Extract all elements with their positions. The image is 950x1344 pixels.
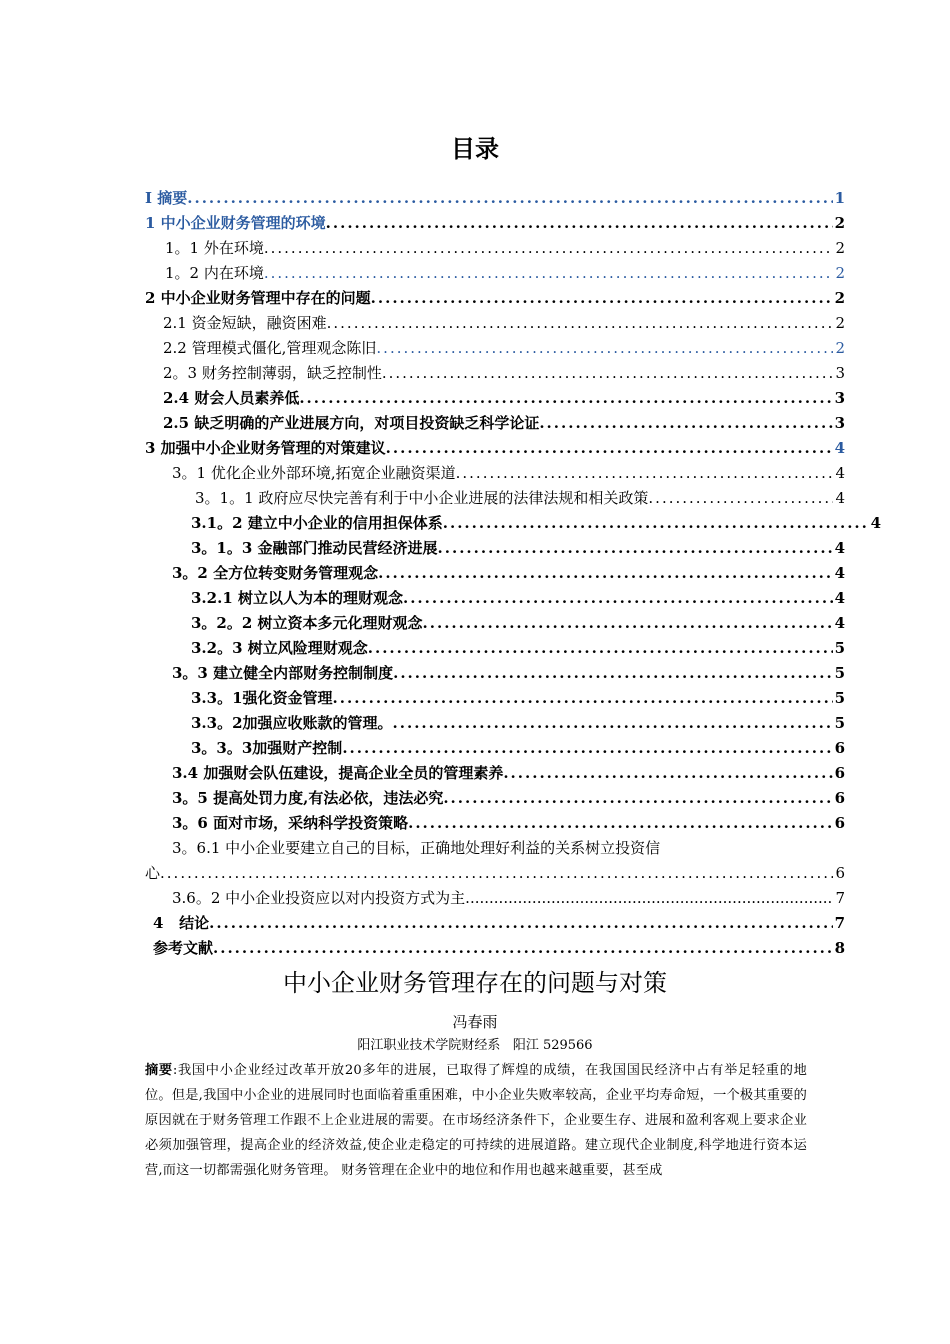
toc-leader-dots xyxy=(648,486,833,511)
toc-entry-continuation xyxy=(145,861,845,886)
toc-entry-label: 3.2。3 树立风险理财观念 xyxy=(191,639,368,657)
toc-entry[interactable] xyxy=(145,736,845,761)
toc-entry[interactable] xyxy=(145,486,845,511)
toc-entry-page: 5 xyxy=(834,689,845,707)
toc-entry-label: 3。1 优化企业外部环境,拓宽企业融资渠道 xyxy=(172,464,456,482)
toc-leader-dots xyxy=(465,886,833,911)
toc-entry-label: 3。6.1 中小企业要建立自己的目标，正确地处理好利益的关系树立投资信 xyxy=(172,839,661,857)
toc-entry[interactable] xyxy=(145,311,845,336)
document-title: 中小企业财务管理存在的问题与对策 xyxy=(283,969,667,997)
toc-leader-dots xyxy=(393,711,833,736)
toc-entry[interactable] xyxy=(145,636,845,661)
toc-leader-dots xyxy=(539,411,832,436)
toc-entry[interactable] xyxy=(145,511,881,536)
toc-leader-dots xyxy=(342,736,832,761)
toc-leader-dots xyxy=(327,311,834,336)
toc-entry-label: I 摘要 xyxy=(145,189,188,207)
toc-entry-page: 2 xyxy=(835,314,845,332)
toc-leader-dots xyxy=(503,761,832,786)
toc-entry-label: 2。3 财务控制薄弱，缺乏控制性 xyxy=(163,364,382,382)
toc-leader-dots xyxy=(333,686,833,711)
abstract-paragraph xyxy=(145,1058,807,1183)
toc-entry-page: 6 xyxy=(834,789,845,807)
toc-entry-page: 2 xyxy=(835,239,845,257)
toc-entry[interactable] xyxy=(145,911,845,936)
toc-leader-dots xyxy=(456,461,834,486)
toc-entry[interactable] xyxy=(145,336,845,361)
abstract-text: :我国中小企业经过改革开放20多年的进展，已取得了辉煌的成绩，在我国国民经济中占有举足轻重的地位。但是,我国中小企业的进展同时也面临着重重困难，中小企业失败率较高，企业平均寿命短，一个极其重要的原因就在于财务管理工作跟不上企业进展的需要。在市场经济条件下，企业要生存、进展和盈利客观上要求企业必须加强管理，提高企业的经济效益,使企业走稳定的可持续的进展道路。建立现代企业制度,科学地进行资本运营,而这一切都需强化财务管理。 财务管理在企业中的地位和作用也越来越重要，甚至成 xyxy=(145,1063,807,1178)
toc-entry-page: 4 xyxy=(834,614,845,632)
toc-entry[interactable] xyxy=(145,586,845,611)
toc-entry-page: 2 xyxy=(834,289,845,307)
toc-entry[interactable] xyxy=(145,711,845,736)
toc-leader-dots xyxy=(326,211,833,236)
toc-entry[interactable] xyxy=(145,261,845,286)
toc-leader-dots xyxy=(160,861,833,886)
toc-entry-page: 2 xyxy=(834,214,845,232)
toc-entry[interactable] xyxy=(145,936,845,961)
toc-entry-page: 7 xyxy=(835,889,845,907)
toc-entry-page: 4 xyxy=(834,589,845,607)
toc-leader-dots xyxy=(264,261,834,286)
toc-entry[interactable] xyxy=(145,436,845,461)
toc-entry-label: 2.1 资金短缺，融资困难 xyxy=(163,314,327,332)
toc-entry[interactable] xyxy=(145,686,845,711)
toc-entry-label: 3 加强中小企业财务管理的对策建议 xyxy=(145,439,386,457)
toc-entry[interactable] xyxy=(145,811,845,836)
author-name: 冯春雨 xyxy=(452,1013,498,1031)
toc-entry-label: 3.3。2加强应收账款的管理。 xyxy=(191,714,393,732)
toc-leader-dots xyxy=(393,661,832,686)
toc-entry-label: 3。5 提高处罚力度,有法必依，违法必究 xyxy=(172,789,444,807)
table-of-contents xyxy=(145,186,881,961)
toc-entry-page: 5 xyxy=(834,714,845,732)
toc-entry[interactable] xyxy=(145,386,845,411)
toc-leader-dots xyxy=(386,436,833,461)
toc-leader-dots xyxy=(371,286,833,311)
toc-entry-label: 2.4 财会人员素养低 xyxy=(163,389,300,407)
toc-leader-dots xyxy=(403,586,833,611)
toc-entry[interactable] xyxy=(145,236,845,261)
toc-entry-page: 4 xyxy=(835,489,845,507)
toc-entry-label: 3.4 加强财会队伍建设，提高企业全员的管理素养 xyxy=(172,764,504,782)
toc-entry-page: 4 xyxy=(834,439,845,457)
toc-entry-label: 3。3 建立健全内部财务控制制度 xyxy=(172,664,394,682)
toc-entry[interactable] xyxy=(145,786,845,811)
toc-entry-page: 6 xyxy=(834,814,845,832)
toc-entry-page: 4 xyxy=(870,514,881,532)
toc-leader-dots xyxy=(213,936,833,961)
toc-entry[interactable] xyxy=(145,561,845,586)
toc-entry-page: 3 xyxy=(834,414,845,432)
toc-leader-dots xyxy=(408,811,832,836)
toc-entry[interactable] xyxy=(145,611,845,636)
toc-entry-label: 3.3。1强化资金管理 xyxy=(191,689,333,707)
toc-leader-dots xyxy=(423,611,833,636)
toc-entry-label: 3。2。2 树立资本多元化理财观念 xyxy=(191,614,423,632)
toc-entry-page: 4 xyxy=(834,539,845,557)
toc-entry[interactable] xyxy=(145,461,845,486)
toc-entry[interactable] xyxy=(145,186,845,211)
toc-entry-label: 3.1。2 建立中小企业的信用担保体系 xyxy=(191,514,443,532)
toc-entry-label-continued: 心 xyxy=(145,864,161,882)
toc-entry-page: 4 xyxy=(835,464,845,482)
toc-entry[interactable] xyxy=(145,886,845,911)
toc-entry-label: 3。6 面对市场，采纳科学投资策略 xyxy=(172,814,409,832)
toc-entry[interactable] xyxy=(145,661,845,686)
toc-leader-dots xyxy=(264,236,834,261)
toc-entry-page: 2 xyxy=(835,264,845,282)
toc-entry[interactable] xyxy=(145,211,845,236)
toc-entry[interactable] xyxy=(145,761,845,786)
toc-entry-label: 2.2 管理模式僵化,管理观念陈旧 xyxy=(163,339,377,357)
toc-entry-label: 2 中小企业财务管理中存在的问题 xyxy=(145,289,371,307)
toc-entry-page: 6 xyxy=(834,739,845,757)
toc-entry-label: 4 结论 xyxy=(153,914,210,932)
toc-leader-dots xyxy=(382,361,834,386)
toc-entry[interactable] xyxy=(145,411,845,436)
toc-entry-page: 8 xyxy=(834,939,845,957)
toc-entry-label: 3。3。3加强财产控制 xyxy=(191,739,343,757)
toc-leader-dots xyxy=(378,561,832,586)
toc-title: 目录 xyxy=(451,134,499,163)
toc-leader-dots xyxy=(438,536,833,561)
toc-entry-label: 1。2 内在环境 xyxy=(165,264,264,282)
toc-entry[interactable] xyxy=(145,536,845,561)
toc-entry-page: 3 xyxy=(834,389,845,407)
toc-entry-page: 5 xyxy=(834,664,845,682)
toc-leader-dots xyxy=(443,786,832,811)
toc-entry-page: 4 xyxy=(834,564,845,582)
toc-entry-label: 3.2.1 树立以人为本的理财观念 xyxy=(191,589,403,607)
toc-entry[interactable] xyxy=(145,836,845,886)
toc-entry[interactable] xyxy=(145,361,845,386)
toc-entry-page: 6 xyxy=(834,764,845,782)
toc-entry-page: 3 xyxy=(835,364,845,382)
toc-entry-label: 1。1 外在环境 xyxy=(165,239,264,257)
toc-entry-label: 3。1。1 政府应尽快完善有利于中小企业进展的法律法规和相关政策 xyxy=(195,489,649,507)
toc-entry-page: 7 xyxy=(834,914,845,932)
toc-entry-label: 2.5 缺乏明确的产业进展方向，对项目投资缺乏科学论证 xyxy=(163,414,540,432)
toc-entry-page: 2 xyxy=(835,339,845,357)
toc-entry-label: 3.6。2 中小企业投资应以对内投资方式为主 xyxy=(172,889,466,907)
toc-leader-dots xyxy=(376,336,833,361)
abstract-heading: 摘要 xyxy=(145,1063,173,1078)
toc-leader-dots xyxy=(187,186,832,211)
toc-leader-dots xyxy=(443,511,869,536)
toc-entry-label: 1 中小企业财务管理的环境 xyxy=(145,214,326,232)
toc-leader-dots xyxy=(209,911,832,936)
toc-entry-label: 3。2 全方位转变财务管理观念 xyxy=(172,564,379,582)
toc-leader-dots xyxy=(299,386,832,411)
toc-entry-page: 6 xyxy=(835,864,845,882)
author-affiliation: 阳江职业技术学院财经系 阳江 529566 xyxy=(357,1038,593,1053)
toc-leader-dots xyxy=(368,636,833,661)
toc-entry-label: 3。1。3 金融部门推动民营经济进展 xyxy=(191,539,438,557)
toc-entry-page: 5 xyxy=(834,639,845,657)
toc-entry-page: 1 xyxy=(834,189,845,207)
toc-entry[interactable] xyxy=(145,286,845,311)
toc-entry-label: 参考文献 xyxy=(153,939,214,957)
